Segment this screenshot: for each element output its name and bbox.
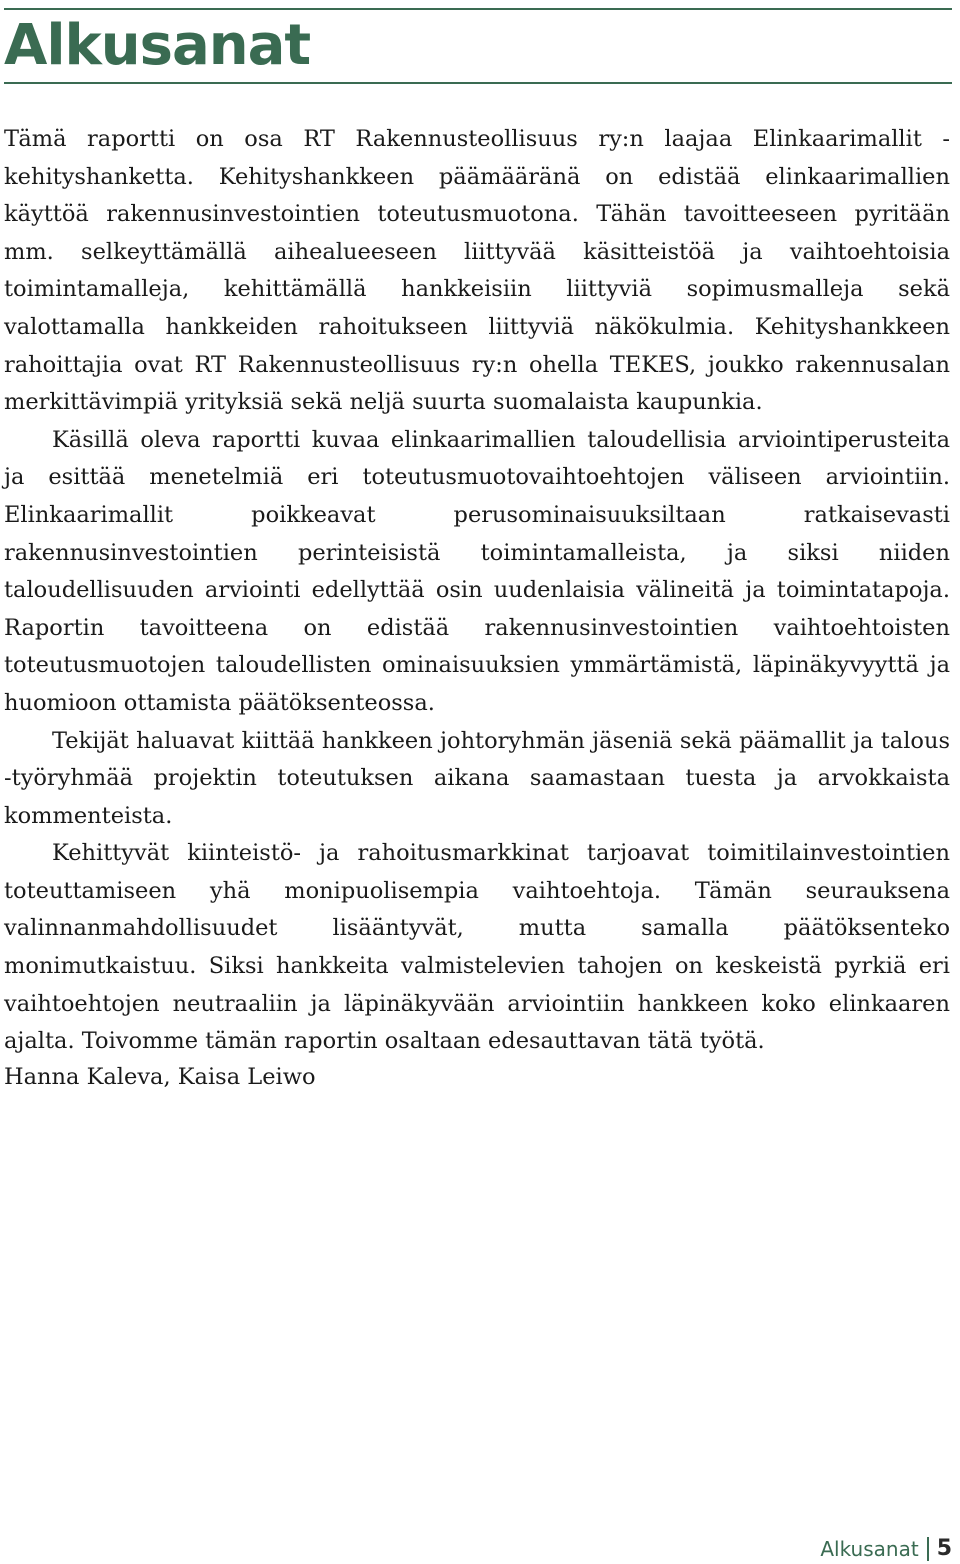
body-text bbox=[4, 121, 950, 1061]
paragraph-3: Tekijät haluavat kiittää hankkeen johtoryhmän jäseniä sekä päämallit ja talous -työryhmää projektin toteutuksen aikana saamastaan tuesta ja arvokkaista kommenteista. bbox=[4, 727, 950, 829]
page-footer bbox=[820, 1536, 952, 1562]
page-number: 5 bbox=[936, 1536, 952, 1561]
footer-separator bbox=[927, 1537, 929, 1561]
paragraph-4: Kehittyvät kiinteistö- ja rahoitusmarkkinat tarjoavat toimitilainvestointien toteuttamiseen yhä monipuolisempia vaihtoehtoja. Tämän seurauksena valinnanmahdollisuudet lisääntyvät, mutta samalla päätöksenteko monimutkaistuu. Siksi hankkeita valmistelevien tahojen on keskeistä pyrkiä eri vaihtoehtojen neutraaliin ja läpinäkyvään arviointiin hankkeen koko elinkaaren ajalta. Toivomme tämän raportin osaltaan edesauttavan tätä työtä. bbox=[4, 840, 950, 1055]
top-rule bbox=[4, 8, 952, 10]
paragraph-2: Käsillä oleva raportti kuvaa elinkaarimallien taloudellisia arviointiperusteita ja esittää menetelmiä eri toteutusmuotovaihtoehtojen väliseen arviointiin. Elinkaarimallit poikkeavat perusominaisuuksiltaan ratkaisevasti rakennusinvestointien perinteisistä toimintamalleista, ja siksi niiden taloudellisuuden arviointi edellyttää osin uudenlaisia välineitä ja toimintatapoja. Raportin tavoitteena on edistää rakennusinvestointien vaihtoehtoisten toteutusmuotojen taloudellisten ominaisuuksien ymmärtämistä, läpinäkyvyyttä ja huomioon ottamista päätöksenteossa. bbox=[4, 426, 950, 716]
paragraph-1: Tämä raportti on osa RT Rakennusteollisuus ry:n laajaa Elinkaarimallit -kehityshanketta. Kehityshankkeen päämääränä on edistää elinkaarimallien käyttöä rakennusinvestointien toteutusmuotona. Tähän tavoitteeseen pyritään mm. selkeyttämällä aihealueeseen liittyvää käsitteistöä ja vaihtoehtoisia toimintamalleja, kehittämällä hankkeisiin liittyviä sopimusmalleja sekä valottamalla hankkeiden rahoitukseen liittyviä näkökulmia. Kehityshankkeen rahoittajia ovat RT Rakennusteollisuus ry:n ohella TEKES, joukko rakennusalan merkittävimpiä yrityksiä sekä neljä suurta suomalaista kaupunkia. bbox=[4, 126, 950, 416]
signature: Hanna Kaleva, Kaisa Leiwo bbox=[4, 1064, 316, 1090]
footer-section-title: Alkusanat bbox=[820, 1537, 919, 1561]
title-rule bbox=[4, 82, 952, 84]
page-title: Alkusanat bbox=[4, 13, 311, 78]
